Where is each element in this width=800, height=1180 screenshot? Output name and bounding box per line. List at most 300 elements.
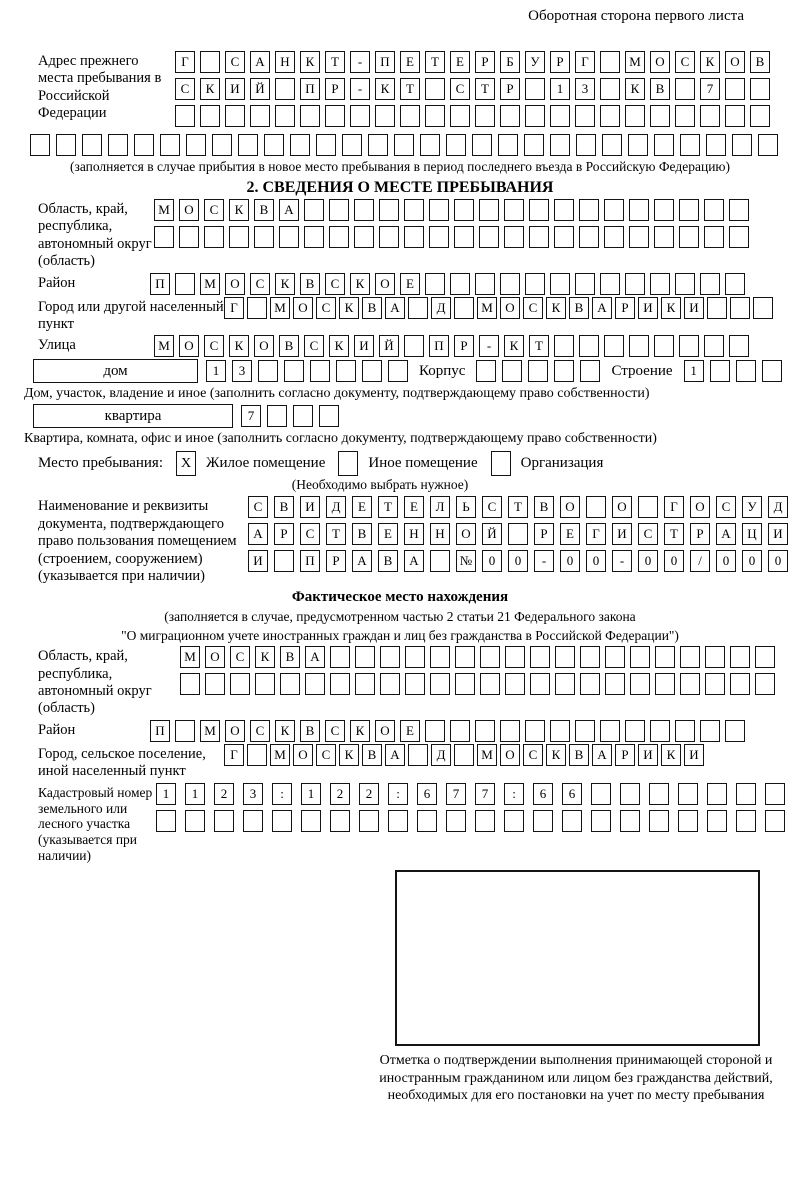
char-cell: М: [477, 744, 497, 766]
char-cell: Т: [400, 78, 420, 100]
actual-district-label: Район: [38, 721, 76, 738]
char-cell: Т: [529, 335, 549, 357]
char-cell: [254, 226, 274, 248]
actual-region-label: Область, край, республика, автономный округ (область): [38, 648, 152, 717]
char-cell: [725, 720, 745, 742]
char-cell: К: [229, 335, 249, 357]
char-cell: [500, 273, 520, 295]
char-cell: Т: [325, 51, 345, 73]
char-cell: [388, 360, 408, 382]
char-cell: А: [305, 646, 325, 668]
char-cell: [175, 105, 195, 127]
char-cell: Р: [690, 523, 710, 545]
char-cell: [186, 134, 206, 156]
char-cell: [498, 134, 518, 156]
char-cell: П: [150, 273, 170, 295]
char-cell: [405, 673, 425, 695]
char-cell: [555, 673, 575, 695]
char-cell: 3: [232, 360, 252, 382]
char-cell: [504, 226, 524, 248]
char-cell: [430, 673, 450, 695]
char-cell: [225, 105, 245, 127]
char-cell: [755, 646, 775, 668]
char-cell: К: [300, 51, 320, 73]
char-cell: Г: [224, 744, 244, 766]
char-cell: И: [768, 523, 788, 545]
char-cell: [580, 673, 600, 695]
cadastral-row-2: [156, 810, 785, 832]
char-cell: [562, 810, 582, 832]
char-cell: С: [175, 78, 195, 100]
char-cell: [280, 673, 300, 695]
char-cell: И: [612, 523, 632, 545]
char-cell: В: [534, 496, 554, 518]
char-cell: [300, 105, 320, 127]
char-cell: М: [625, 51, 645, 73]
char-cell: [750, 105, 770, 127]
char-cell: [380, 673, 400, 695]
char-cell: [707, 810, 727, 832]
actual-location-note-2: "О миграционном учете иностранных граждан и лиц без гражданства в Российской Федерации"): [121, 628, 679, 644]
char-cell: [375, 105, 395, 127]
char-cell: [675, 105, 695, 127]
korpus-label: Корпус: [419, 362, 466, 379]
char-cell: [255, 673, 275, 695]
char-cell: [330, 810, 350, 832]
char-cell: [355, 673, 375, 695]
char-cell: У: [742, 496, 762, 518]
char-cell: С: [523, 297, 543, 319]
char-cell: [704, 226, 724, 248]
char-cell: [528, 360, 548, 382]
char-cell: С: [482, 496, 502, 518]
char-cell: Г: [224, 297, 244, 319]
char-cell: -: [534, 550, 554, 572]
char-cell: 0: [638, 550, 658, 572]
char-cell: К: [700, 51, 720, 73]
char-cell: [554, 360, 574, 382]
stay-option-checkbox-residential: X: [176, 451, 196, 476]
char-cell: [229, 226, 249, 248]
stroenie-cells: [684, 360, 782, 382]
char-cell: С: [450, 78, 470, 100]
char-cell: [380, 646, 400, 668]
char-cell: Р: [454, 335, 474, 357]
char-cell: 1: [185, 783, 205, 805]
char-cell: [330, 673, 350, 695]
char-cell: А: [352, 550, 372, 572]
stay-type-row: [38, 451, 800, 476]
char-cell: [264, 134, 284, 156]
char-cell: С: [250, 720, 270, 742]
char-cell: [525, 105, 545, 127]
confirmation-mark-box: [395, 870, 760, 1046]
char-cell: С: [204, 335, 224, 357]
char-cell: О: [500, 744, 520, 766]
char-cell: [591, 810, 611, 832]
char-cell: Р: [550, 51, 570, 73]
char-cell: [550, 720, 570, 742]
char-cell: [753, 297, 773, 319]
char-cell: [765, 810, 785, 832]
char-cell: [678, 783, 698, 805]
char-cell: О: [560, 496, 580, 518]
char-cell: [480, 673, 500, 695]
char-cell: [160, 134, 180, 156]
char-cell: Е: [400, 720, 420, 742]
char-cell: Р: [615, 297, 635, 319]
char-cell: И: [248, 550, 268, 572]
region-rows: [154, 199, 749, 253]
char-cell: [479, 199, 499, 221]
prev-address-field: [38, 51, 800, 132]
char-cell: Й: [482, 523, 502, 545]
char-cell: О: [225, 720, 245, 742]
char-cell: [454, 199, 474, 221]
char-cell: Р: [500, 78, 520, 100]
char-cell: [530, 673, 550, 695]
char-cell: :: [272, 783, 292, 805]
char-cell: Т: [475, 78, 495, 100]
char-cell: [475, 810, 495, 832]
char-cell: С: [225, 51, 245, 73]
prev-address-row-2: [175, 78, 770, 100]
char-cell: В: [274, 496, 294, 518]
char-cell: С: [316, 744, 336, 766]
char-cell: [730, 673, 750, 695]
region-field: [38, 199, 800, 271]
char-cell: И: [638, 744, 658, 766]
char-cell: [480, 646, 500, 668]
apartment-note: Квартира, комната, офис и иное (заполнить согласно документу, подтверждающему право собственности): [24, 431, 657, 447]
char-cell: С: [300, 523, 320, 545]
char-cell: [272, 810, 292, 832]
char-cell: К: [546, 744, 566, 766]
char-cell: К: [229, 199, 249, 221]
char-cell: [156, 810, 176, 832]
char-cell: [454, 297, 474, 319]
char-cell: [284, 360, 304, 382]
char-cell: [755, 673, 775, 695]
char-cell: [108, 134, 128, 156]
actual-city-field: [38, 744, 800, 781]
char-cell: [316, 134, 336, 156]
char-cell: [450, 720, 470, 742]
district-field: [38, 273, 800, 295]
region-row-2: [154, 226, 749, 248]
char-cell: [330, 646, 350, 668]
char-cell: Л: [430, 496, 450, 518]
char-cell: [425, 720, 445, 742]
char-cell: -: [612, 550, 632, 572]
char-cell: [505, 646, 525, 668]
char-cell: [154, 226, 174, 248]
char-cell: О: [690, 496, 710, 518]
char-cell: П: [300, 550, 320, 572]
char-cell: А: [592, 744, 612, 766]
char-cell: [247, 744, 267, 766]
char-cell: [629, 335, 649, 357]
char-cell: [379, 226, 399, 248]
house-number-cells: [206, 360, 408, 382]
char-cell: В: [279, 335, 299, 357]
char-cell: [185, 810, 205, 832]
char-cell: [700, 720, 720, 742]
char-cell: Д: [431, 744, 451, 766]
apartment-box: квартира: [33, 404, 233, 428]
char-cell: [707, 297, 727, 319]
char-cell: [504, 199, 524, 221]
document-row-3: [248, 550, 788, 572]
char-cell: Й: [250, 78, 270, 100]
region-row-1: [154, 199, 749, 221]
char-cell: М: [154, 199, 174, 221]
char-cell: [368, 134, 388, 156]
char-cell: [729, 335, 749, 357]
char-cell: :: [504, 783, 524, 805]
char-cell: К: [350, 273, 370, 295]
char-cell: [602, 134, 622, 156]
char-cell: [247, 297, 267, 319]
char-cell: [629, 226, 649, 248]
char-cell: [362, 360, 382, 382]
char-cell: [525, 273, 545, 295]
char-cell: [530, 646, 550, 668]
char-cell: [765, 783, 785, 805]
char-cell: А: [385, 744, 405, 766]
char-cell: 2: [359, 783, 379, 805]
char-cell: П: [300, 78, 320, 100]
char-cell: И: [300, 496, 320, 518]
confirmation-area: [362, 870, 790, 1105]
char-cell: К: [504, 335, 524, 357]
char-cell: [675, 273, 695, 295]
char-cell: [134, 134, 154, 156]
char-cell: С: [325, 273, 345, 295]
char-cell: К: [546, 297, 566, 319]
char-cell: Т: [508, 496, 528, 518]
char-cell: [675, 720, 695, 742]
char-cell: [355, 646, 375, 668]
char-cell: К: [339, 744, 359, 766]
char-cell: С: [638, 523, 658, 545]
char-cell: 0: [482, 550, 502, 572]
actual-region-rows: [180, 646, 775, 700]
char-cell: [650, 105, 670, 127]
char-cell: [555, 646, 575, 668]
char-cell: В: [300, 273, 320, 295]
char-cell: 7: [241, 405, 261, 427]
document-rows: [248, 496, 788, 577]
char-cell: [625, 720, 645, 742]
char-cell: [705, 673, 725, 695]
char-cell: [576, 134, 596, 156]
char-cell: [650, 273, 670, 295]
char-cell: Д: [326, 496, 346, 518]
char-cell: [600, 105, 620, 127]
char-cell: [505, 673, 525, 695]
char-cell: [354, 199, 374, 221]
char-cell: Р: [274, 523, 294, 545]
char-cell: [394, 134, 414, 156]
document-field: [38, 496, 800, 585]
city-label: Город или другой населенный пункт: [38, 298, 224, 332]
char-cell: [736, 360, 756, 382]
char-cell: [238, 134, 258, 156]
char-cell: С: [304, 335, 324, 357]
char-cell: [725, 78, 745, 100]
char-cell: И: [684, 297, 704, 319]
char-cell: В: [352, 523, 372, 545]
char-cell: С: [523, 744, 543, 766]
district-row: [150, 273, 745, 295]
char-cell: [679, 226, 699, 248]
char-cell: [579, 226, 599, 248]
actual-location-note-1: (заполняется в случае, предусмотренном частью 2 статьи 21 Федерального закона: [164, 609, 636, 625]
char-cell: [762, 360, 782, 382]
char-cell: [404, 226, 424, 248]
actual-city-row: [224, 744, 704, 766]
stay-option-checkbox-organization: [491, 451, 511, 476]
char-cell: [604, 226, 624, 248]
char-cell: [502, 360, 522, 382]
char-cell: [625, 273, 645, 295]
char-cell: [730, 646, 750, 668]
char-cell: [404, 335, 424, 357]
char-cell: 1: [301, 783, 321, 805]
city-row: [224, 297, 773, 319]
char-cell: [679, 335, 699, 357]
char-cell: А: [716, 523, 736, 545]
char-cell: [706, 134, 726, 156]
char-cell: [175, 720, 195, 742]
char-cell: [533, 810, 553, 832]
char-cell: С: [248, 496, 268, 518]
char-cell: [290, 134, 310, 156]
char-cell: А: [279, 199, 299, 221]
char-cell: [400, 105, 420, 127]
char-cell: Е: [450, 51, 470, 73]
char-cell: И: [684, 744, 704, 766]
char-cell: О: [456, 523, 476, 545]
char-cell: С: [316, 297, 336, 319]
char-cell: Т: [326, 523, 346, 545]
char-cell: 2: [214, 783, 234, 805]
char-cell: Г: [586, 523, 606, 545]
char-cell: [705, 646, 725, 668]
char-cell: [305, 673, 325, 695]
char-cell: [230, 673, 250, 695]
char-cell: [630, 673, 650, 695]
house-box: дом: [33, 359, 198, 383]
char-cell: [655, 673, 675, 695]
char-cell: [654, 199, 674, 221]
char-cell: [620, 783, 640, 805]
char-cell: [649, 810, 669, 832]
char-cell: И: [354, 335, 374, 357]
char-cell: [275, 105, 295, 127]
char-cell: И: [638, 297, 658, 319]
char-cell: Е: [404, 496, 424, 518]
char-cell: М: [200, 273, 220, 295]
char-cell: [605, 673, 625, 695]
char-cell: [329, 199, 349, 221]
char-cell: [604, 199, 624, 221]
street-label: Улица: [38, 337, 76, 354]
char-cell: [310, 360, 330, 382]
prev-address-note: (заполняется в случае прибытия в новое место пребывания в период последнего въезда в Российскую Федерацию): [69, 159, 731, 174]
char-cell: [500, 105, 520, 127]
char-cell: Е: [400, 51, 420, 73]
char-cell: [729, 226, 749, 248]
char-cell: К: [661, 297, 681, 319]
char-cell: С: [230, 646, 250, 668]
char-cell: [408, 744, 428, 766]
char-cell: [600, 78, 620, 100]
char-cell: [205, 673, 225, 695]
char-cell: 0: [742, 550, 762, 572]
char-cell: [707, 783, 727, 805]
char-cell: Н: [404, 523, 424, 545]
char-cell: [301, 810, 321, 832]
char-cell: [680, 673, 700, 695]
char-cell: 0: [560, 550, 580, 572]
char-cell: [258, 360, 278, 382]
char-cell: [649, 783, 669, 805]
char-cell: О: [179, 199, 199, 221]
char-cell: 0: [664, 550, 684, 572]
cadastral-label: Кадастровый номер земельного или лесного участка (указывается при наличии): [38, 784, 153, 864]
char-cell: К: [275, 720, 295, 742]
actual-district-field: [38, 720, 800, 742]
korpus-cells: [476, 360, 600, 382]
char-cell: [600, 273, 620, 295]
char-cell: [629, 199, 649, 221]
char-cell: 1: [156, 783, 176, 805]
char-cell: [575, 273, 595, 295]
char-cell: С: [675, 51, 695, 73]
char-cell: [732, 134, 752, 156]
char-cell: А: [592, 297, 612, 319]
char-cell: [604, 335, 624, 357]
confirmation-mark-note: Отметка о подтверждении выполнения принимающей стороной и иностранным гражданином или лицом без гражданства действий, необходимых для его постановки на учет по месту пребывания: [379, 1053, 773, 1104]
char-cell: [204, 226, 224, 248]
char-cell: [750, 78, 770, 100]
char-cell: Ц: [742, 523, 762, 545]
prev-address-rows: [175, 51, 770, 132]
cadastral-field: [38, 783, 800, 865]
char-cell: [729, 199, 749, 221]
char-cell: К: [339, 297, 359, 319]
char-cell: О: [612, 496, 632, 518]
char-cell: Ь: [456, 496, 476, 518]
char-cell: Н: [430, 523, 450, 545]
char-cell: [600, 720, 620, 742]
char-cell: О: [375, 720, 395, 742]
char-cell: [293, 405, 313, 427]
char-cell: [654, 335, 674, 357]
char-cell: [446, 134, 466, 156]
char-cell: [475, 105, 495, 127]
char-cell: М: [200, 720, 220, 742]
house-note: Дом, участок, владение и иное (заполнить согласно документу, подтверждающему право собственности): [24, 386, 650, 402]
char-cell: О: [293, 744, 313, 766]
char-cell: [600, 51, 620, 73]
char-cell: [524, 134, 544, 156]
char-cell: В: [378, 550, 398, 572]
region-label: Область, край, республика, автономный округ (область): [38, 201, 152, 270]
char-cell: Н: [275, 51, 295, 73]
